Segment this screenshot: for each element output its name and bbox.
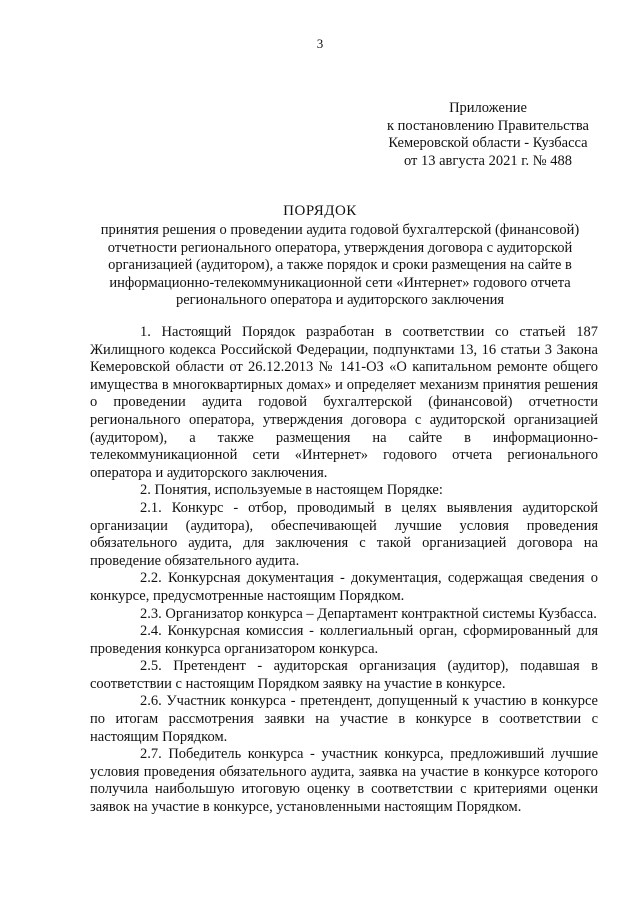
paragraph-2-4: 2.4. Конкурсная комиссия - коллегиальный орган, сформированный для проведения конкурса организатором конкурса. — [90, 623, 598, 657]
paragraph-2-6: 2.6. Участник конкурса - претендент, допущенный к участию в конкурсе по итогам рассмотрения заявки на участие в конкурсе в соответствии с настоящим Порядком. — [90, 693, 598, 745]
document-body — [90, 324, 598, 817]
paragraph-2-1: 2.1. Конкурс - отбор, проводимый в целях выявления аудиторской организации (аудитора), обеспечивающей лучшие условия проведения обязательного аудита, для заключения с такой организацией договора на проведение обязательного аудита. — [90, 499, 598, 569]
appendix-line: к постановлению Правительства — [387, 117, 589, 134]
paragraph-2-2: 2.2. Конкурсная документация - документация, содержащая сведения о конкурсе, предусмотренные настоящим Порядком. — [90, 570, 598, 604]
appendix-line: от 13 августа 2021 г. № 488 — [403, 152, 573, 169]
subtitle-line: организацией (аудитором), а также порядок и сроки размещения на сайте в — [108, 257, 572, 274]
paragraph-2-3: 2.3. Организатор конкурса – Департамент контрактной системы Кузбасса. — [140, 605, 597, 622]
appendix-line: Кемеровской области - Кузбасса — [388, 135, 588, 151]
paragraph-2-5: 2.5. Претендент - аудиторская организация (аудитор), подавшая в соответствии с настоящим Порядком заявку на участие в конкурсе. — [90, 658, 598, 692]
subtitle-line: регионального оператора и аудиторского заключения — [175, 292, 505, 309]
paragraph-2-7: 2.7. Победитель конкурса - участник конкурса, предложивший лучшие условия проведения обязательного аудита, заявка на участие в конкурсе которого получила наибольшую итоговую оценку в соответствии с критериями оценки заявок на участие в конкурсе, установленными настоящим Порядком. — [90, 746, 598, 816]
paragraph-1: 1. Настоящий Порядок разработан в соответствии со статьей 187 Жилищного кодекса Российской Федерации, подпунктами 13, 16 статьи 3 Закона Кемеровской области от 26.12.2013 № 141-ОЗ «О капитальном ремонте общего имущества в многоквартирных домах» и определяет механизм принятия решения о проведении аудита годовой бухгалтерской (финансовой) отчетности регионального оператора, утверждения договора с аудиторской организацией (аудитором), а также размещения на сайте в информационно-телекоммуникационной сети «Интернет» годового отчета регионального оператора и аудиторского заключения. — [90, 324, 598, 481]
subtitle-line: принятия решения о проведении аудита годовой бухгалтерской (финансовой) — [100, 222, 580, 238]
subtitle-line: отчетности регионального оператора, утверждения договора с аудиторской — [107, 239, 573, 256]
appendix-block — [372, 100, 604, 170]
subtitle-line: информационно-телекоммуникационной сети «Интернет» годового отчета — [109, 274, 571, 291]
document-title: ПОРЯДОК — [283, 203, 357, 219]
page-number: 3 — [316, 36, 324, 51]
document-subtitle — [70, 222, 610, 310]
appendix-line: Приложение — [449, 100, 527, 116]
paragraph-2: 2. Понятия, используемые в настоящем Порядке: — [140, 482, 443, 499]
